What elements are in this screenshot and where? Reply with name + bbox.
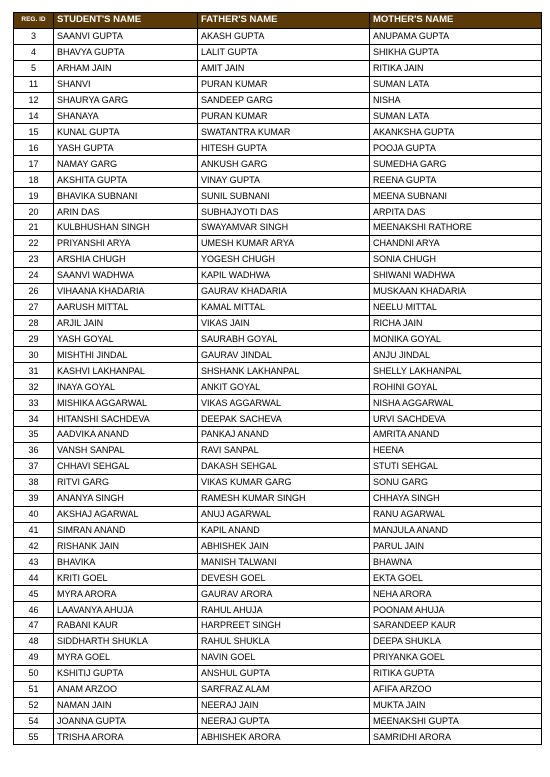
reg-id-cell: 35 <box>14 426 54 442</box>
table-row <box>14 697 542 713</box>
mother-name-cell: SAMRIDHI ARORA <box>370 729 542 745</box>
table-row <box>14 76 542 92</box>
father-name-cell: LALIT GUPTA <box>198 44 370 60</box>
table-row <box>14 602 542 618</box>
father-name-cell: DEVESH GOEL <box>198 570 370 586</box>
table-row <box>14 315 542 331</box>
reg-id-cell: 45 <box>14 586 54 602</box>
table-row <box>14 395 542 411</box>
table-row <box>14 347 542 363</box>
student-roster-table <box>13 12 542 745</box>
student-name-cell: SIDDHARTH SHUKLA <box>54 633 198 649</box>
father-name-cell: NEERAJ JAIN <box>198 697 370 713</box>
mother-name-cell: SONIA CHUGH <box>370 251 542 267</box>
mother-name-cell: AMRITA ANAND <box>370 426 542 442</box>
mother-name-cell: HEENA <box>370 442 542 458</box>
student-name-cell: ANAM ARZOO <box>54 681 198 697</box>
table-row <box>14 204 542 220</box>
mother-name-cell: URVI SACHDEVA <box>370 411 542 427</box>
father-name-cell: HITESH GUPTA <box>198 140 370 156</box>
reg-id-cell: 20 <box>14 204 54 220</box>
father-name-cell: KAPIL WADHWA <box>198 267 370 283</box>
mother-name-cell: MEENA SUBNANI <box>370 188 542 204</box>
reg-id-cell: 24 <box>14 267 54 283</box>
student-name-cell: KSHITIJ GUPTA <box>54 665 198 681</box>
father-name-cell: PANKAJ ANAND <box>198 426 370 442</box>
reg-id-cell: 5 <box>14 60 54 76</box>
table-row <box>14 251 542 267</box>
student-name-cell: SHAURYA GARG <box>54 92 198 108</box>
student-name-cell: AKSHITA GUPTA <box>54 172 198 188</box>
mother-name-cell: MANJULA ANAND <box>370 522 542 538</box>
table-row <box>14 299 542 315</box>
student-name-cell: JOANNA GUPTA <box>54 713 198 729</box>
mother-name-cell: DEEPA SHUKLA <box>370 633 542 649</box>
reg-id-cell: 3 <box>14 28 54 44</box>
table-row <box>14 729 542 745</box>
student-name-cell: PRIYANSHI ARYA <box>54 235 198 251</box>
mother-name-cell: SUMEDHA GARG <box>370 156 542 172</box>
mother-name-cell: NISHA AGGARWAL <box>370 395 542 411</box>
father-name-cell: KAMAL MITTAL <box>198 299 370 315</box>
mother-name-header: MOTHER'S NAME <box>370 13 542 29</box>
father-name-cell: SHSHANK LAKHANPAL <box>198 363 370 379</box>
student-name-cell: ARIN DAS <box>54 204 198 220</box>
father-name-cell: VINAY GUPTA <box>198 172 370 188</box>
mother-name-cell: RANU AGARWAL <box>370 506 542 522</box>
table-row <box>14 490 542 506</box>
father-name-cell: SWAYAMVAR SINGH <box>198 219 370 235</box>
table-row <box>14 522 542 538</box>
student-name-cell: MYRA ARORA <box>54 586 198 602</box>
father-name-cell: VIKAS JAIN <box>198 315 370 331</box>
father-name-cell: SAURABH GOYAL <box>198 331 370 347</box>
mother-name-cell: ANUPAMA GUPTA <box>370 28 542 44</box>
reg-id-cell: 47 <box>14 618 54 634</box>
reg-id-cell: 42 <box>14 538 54 554</box>
table-row <box>14 140 542 156</box>
student-name-cell: ARHAM JAIN <box>54 60 198 76</box>
reg-id-cell: 21 <box>14 219 54 235</box>
father-name-cell: RAHUL SHUKLA <box>198 633 370 649</box>
reg-id-cell: 30 <box>14 347 54 363</box>
mother-name-cell: CHANDNI ARYA <box>370 235 542 251</box>
father-name-cell: HARPREET SINGH <box>198 618 370 634</box>
reg-id-cell: 55 <box>14 729 54 745</box>
mother-name-cell: SHIWANI WADHWA <box>370 267 542 283</box>
reg-id-cell: 33 <box>14 395 54 411</box>
student-name-cell: VANSH SANPAL <box>54 442 198 458</box>
table-row <box>14 108 542 124</box>
father-name-cell: GAURAV KHADARIA <box>198 283 370 299</box>
reg-id-cell: 22 <box>14 235 54 251</box>
mother-name-cell: RITIKA GUPTA <box>370 665 542 681</box>
father-name-cell: ABHISHEK JAIN <box>198 538 370 554</box>
father-name-cell: KAPIL ANAND <box>198 522 370 538</box>
father-name-cell: ANSHUL GUPTA <box>198 665 370 681</box>
student-name-cell: RISHANK JAIN <box>54 538 198 554</box>
father-name-header: FATHER'S NAME <box>198 13 370 29</box>
mother-name-cell: NEELU MITTAL <box>370 299 542 315</box>
student-name-cell: KRITI GOEL <box>54 570 198 586</box>
father-name-cell: ANKUSH GARG <box>198 156 370 172</box>
student-name-cell: SHANVI <box>54 76 198 92</box>
mother-name-cell: MUSKAAN KHADARIA <box>370 283 542 299</box>
student-name-cell: KUNAL GUPTA <box>54 124 198 140</box>
father-name-cell: ABHISHEK ARORA <box>198 729 370 745</box>
father-name-cell: GAURAV ARORA <box>198 586 370 602</box>
student-name-cell: VIHAANA KHADARIA <box>54 283 198 299</box>
reg-id-cell: 41 <box>14 522 54 538</box>
mother-name-cell: POOJA GUPTA <box>370 140 542 156</box>
student-name-cell: KASHVI LAKHANPAL <box>54 363 198 379</box>
table-row <box>14 618 542 634</box>
student-name-cell: RABANI KAUR <box>54 618 198 634</box>
table-row <box>14 60 542 76</box>
student-name-cell: AARUSH MITTAL <box>54 299 198 315</box>
table-row <box>14 44 542 60</box>
table-row <box>14 474 542 490</box>
reg-id-cell: 12 <box>14 92 54 108</box>
reg-id-cell: 37 <box>14 458 54 474</box>
mother-name-cell: MUKTA JAIN <box>370 697 542 713</box>
father-name-cell: NAVIN GOEL <box>198 649 370 665</box>
reg-id-cell: 18 <box>14 172 54 188</box>
father-name-cell: PURAN KUMAR <box>198 76 370 92</box>
table-row <box>14 442 542 458</box>
reg-id-cell: 52 <box>14 697 54 713</box>
father-name-cell: RAMESH KUMAR SINGH <box>198 490 370 506</box>
father-name-cell: SANDEEP GARG <box>198 92 370 108</box>
father-name-cell: PURAN KUMAR <box>198 108 370 124</box>
student-name-cell: ANANYA SINGH <box>54 490 198 506</box>
table-row <box>14 570 542 586</box>
table-row <box>14 713 542 729</box>
student-name-cell: AKSHAJ AGARWAL <box>54 506 198 522</box>
table-row <box>14 156 542 172</box>
mother-name-cell: MONIKA GOYAL <box>370 331 542 347</box>
table-row <box>14 28 542 44</box>
father-name-cell: GAURAV JINDAL <box>198 347 370 363</box>
student-name-cell: HITANSHI SACHDEVA <box>54 411 198 427</box>
mother-name-cell: ROHINI GOYAL <box>370 379 542 395</box>
mother-name-cell: SONU GARG <box>370 474 542 490</box>
student-name-cell: MISHIKA AGGARWAL <box>54 395 198 411</box>
father-name-cell: RAHUL AHUJA <box>198 602 370 618</box>
student-name-cell: MYRA GOEL <box>54 649 198 665</box>
father-name-cell: AMIT JAIN <box>198 60 370 76</box>
reg-id-cell: 31 <box>14 363 54 379</box>
table-row <box>14 124 542 140</box>
reg-id-cell: 19 <box>14 188 54 204</box>
father-name-cell: UMESH KUMAR ARYA <box>198 235 370 251</box>
student-name-cell: LAAVANYA AHUJA <box>54 602 198 618</box>
mother-name-cell: SHIKHA GUPTA <box>370 44 542 60</box>
document-page <box>13 12 541 745</box>
mother-name-cell: AKANKSHA GUPTA <box>370 124 542 140</box>
reg-id-cell: 15 <box>14 124 54 140</box>
reg-id-cell: 40 <box>14 506 54 522</box>
table-row <box>14 172 542 188</box>
table-row <box>14 458 542 474</box>
reg-id-cell: 36 <box>14 442 54 458</box>
reg-id-cell: 17 <box>14 156 54 172</box>
reg-id-header: REG. ID <box>14 13 54 29</box>
reg-id-cell: 23 <box>14 251 54 267</box>
reg-id-cell: 29 <box>14 331 54 347</box>
student-name-cell: SAANVI GUPTA <box>54 28 198 44</box>
father-name-cell: VIKAS KUMAR GARG <box>198 474 370 490</box>
mother-name-cell: POONAM AHUJA <box>370 602 542 618</box>
father-name-cell: SUBHAJYOTI DAS <box>198 204 370 220</box>
father-name-cell: MANISH TALWANI <box>198 554 370 570</box>
table-row <box>14 633 542 649</box>
mother-name-cell: MEENAKSHI GUPTA <box>370 713 542 729</box>
father-name-cell: NEERAJ GUPTA <box>198 713 370 729</box>
father-name-cell: RAVI SANPAL <box>198 442 370 458</box>
mother-name-cell: STUTI SEHGAL <box>370 458 542 474</box>
student-name-cell: KULBHUSHAN SINGH <box>54 219 198 235</box>
reg-id-cell: 38 <box>14 474 54 490</box>
mother-name-cell: SUMAN LATA <box>370 108 542 124</box>
table-row <box>14 554 542 570</box>
student-name-cell: SHANAYA <box>54 108 198 124</box>
reg-id-cell: 4 <box>14 44 54 60</box>
reg-id-cell: 54 <box>14 713 54 729</box>
father-name-cell: SUNIL SUBNANI <box>198 188 370 204</box>
mother-name-cell: PRIYANKA GOEL <box>370 649 542 665</box>
reg-id-cell: 39 <box>14 490 54 506</box>
mother-name-cell: ANJU JINDAL <box>370 347 542 363</box>
mother-name-cell: NISHA <box>370 92 542 108</box>
reg-id-cell: 27 <box>14 299 54 315</box>
reg-id-cell: 34 <box>14 411 54 427</box>
mother-name-cell: RICHA JAIN <box>370 315 542 331</box>
student-name-cell: TRISHA ARORA <box>54 729 198 745</box>
father-name-cell: ANKIT GOYAL <box>198 379 370 395</box>
table-row <box>14 331 542 347</box>
mother-name-cell: CHHAYA SINGH <box>370 490 542 506</box>
table-row <box>14 92 542 108</box>
mother-name-cell: MEENAKSHI RATHORE <box>370 219 542 235</box>
student-name-cell: CHHAVI SEHGAL <box>54 458 198 474</box>
mother-name-cell: RITIKA JAIN <box>370 60 542 76</box>
father-name-cell: DAKASH SEHGAL <box>198 458 370 474</box>
father-name-cell: DEEPAK SACHEVA <box>198 411 370 427</box>
mother-name-cell: NEHA ARORA <box>370 586 542 602</box>
mother-name-cell: SHELLY LAKHANPAL <box>370 363 542 379</box>
table-row <box>14 411 542 427</box>
mother-name-cell: PARUL JAIN <box>370 538 542 554</box>
father-name-cell: VIKAS AGGARWAL <box>198 395 370 411</box>
student-name-cell: ARSHIA CHUGH <box>54 251 198 267</box>
reg-id-cell: 46 <box>14 602 54 618</box>
table-row <box>14 283 542 299</box>
reg-id-cell: 49 <box>14 649 54 665</box>
mother-name-cell: REENA GUPTA <box>370 172 542 188</box>
student-name-cell: BHAVIKA <box>54 554 198 570</box>
student-name-cell: BHAVYA GUPTA <box>54 44 198 60</box>
mother-name-cell: SARANDEEP KAUR <box>370 618 542 634</box>
table-row <box>14 681 542 697</box>
reg-id-cell: 48 <box>14 633 54 649</box>
table-row <box>14 506 542 522</box>
mother-name-cell: SUMAN LATA <box>370 76 542 92</box>
student-name-cell: RITVI GARG <box>54 474 198 490</box>
reg-id-cell: 28 <box>14 315 54 331</box>
table-row <box>14 665 542 681</box>
reg-id-cell: 32 <box>14 379 54 395</box>
table-row <box>14 379 542 395</box>
student-name-cell: BHAVIKA SUBNANI <box>54 188 198 204</box>
reg-id-cell: 50 <box>14 665 54 681</box>
table-row <box>14 586 542 602</box>
father-name-cell: SWATANTRA KUMAR <box>198 124 370 140</box>
student-name-cell: ARJIL JAIN <box>54 315 198 331</box>
student-name-cell: AADVIKA ANAND <box>54 426 198 442</box>
father-name-cell: SARFRAZ ALAM <box>198 681 370 697</box>
reg-id-cell: 11 <box>14 76 54 92</box>
student-name-cell: NAMAY GARG <box>54 156 198 172</box>
mother-name-cell: EKTA GOEL <box>370 570 542 586</box>
table-row <box>14 235 542 251</box>
reg-id-cell: 16 <box>14 140 54 156</box>
mother-name-cell: ARPITA DAS <box>370 204 542 220</box>
mother-name-cell: AFIFA ARZOO <box>370 681 542 697</box>
student-name-cell: SIMRAN ANAND <box>54 522 198 538</box>
student-name-cell: NAMAN JAIN <box>54 697 198 713</box>
father-name-cell: AKASH GUPTA <box>198 28 370 44</box>
reg-id-cell: 43 <box>14 554 54 570</box>
reg-id-cell: 14 <box>14 108 54 124</box>
reg-id-cell: 51 <box>14 681 54 697</box>
table-row <box>14 649 542 665</box>
father-name-cell: YOGESH CHUGH <box>198 251 370 267</box>
table-row <box>14 426 542 442</box>
reg-id-cell: 44 <box>14 570 54 586</box>
table-body <box>14 28 542 744</box>
table-row <box>14 363 542 379</box>
header-row <box>14 13 542 29</box>
reg-id-cell: 26 <box>14 283 54 299</box>
student-name-cell: MISHTHI JINDAL <box>54 347 198 363</box>
student-name-cell: YASH GUPTA <box>54 140 198 156</box>
mother-name-cell: BHAWNA <box>370 554 542 570</box>
student-name-cell: SAANVI WADHWA <box>54 267 198 283</box>
table-row <box>14 267 542 283</box>
student-name-cell: YASH GOYAL <box>54 331 198 347</box>
father-name-cell: ANUJ AGARWAL <box>198 506 370 522</box>
student-name-header: STUDENT'S NAME <box>54 13 198 29</box>
student-name-cell: INAYA GOYAL <box>54 379 198 395</box>
table-row <box>14 188 542 204</box>
table-row <box>14 219 542 235</box>
table-row <box>14 538 542 554</box>
table-header <box>14 13 542 29</box>
